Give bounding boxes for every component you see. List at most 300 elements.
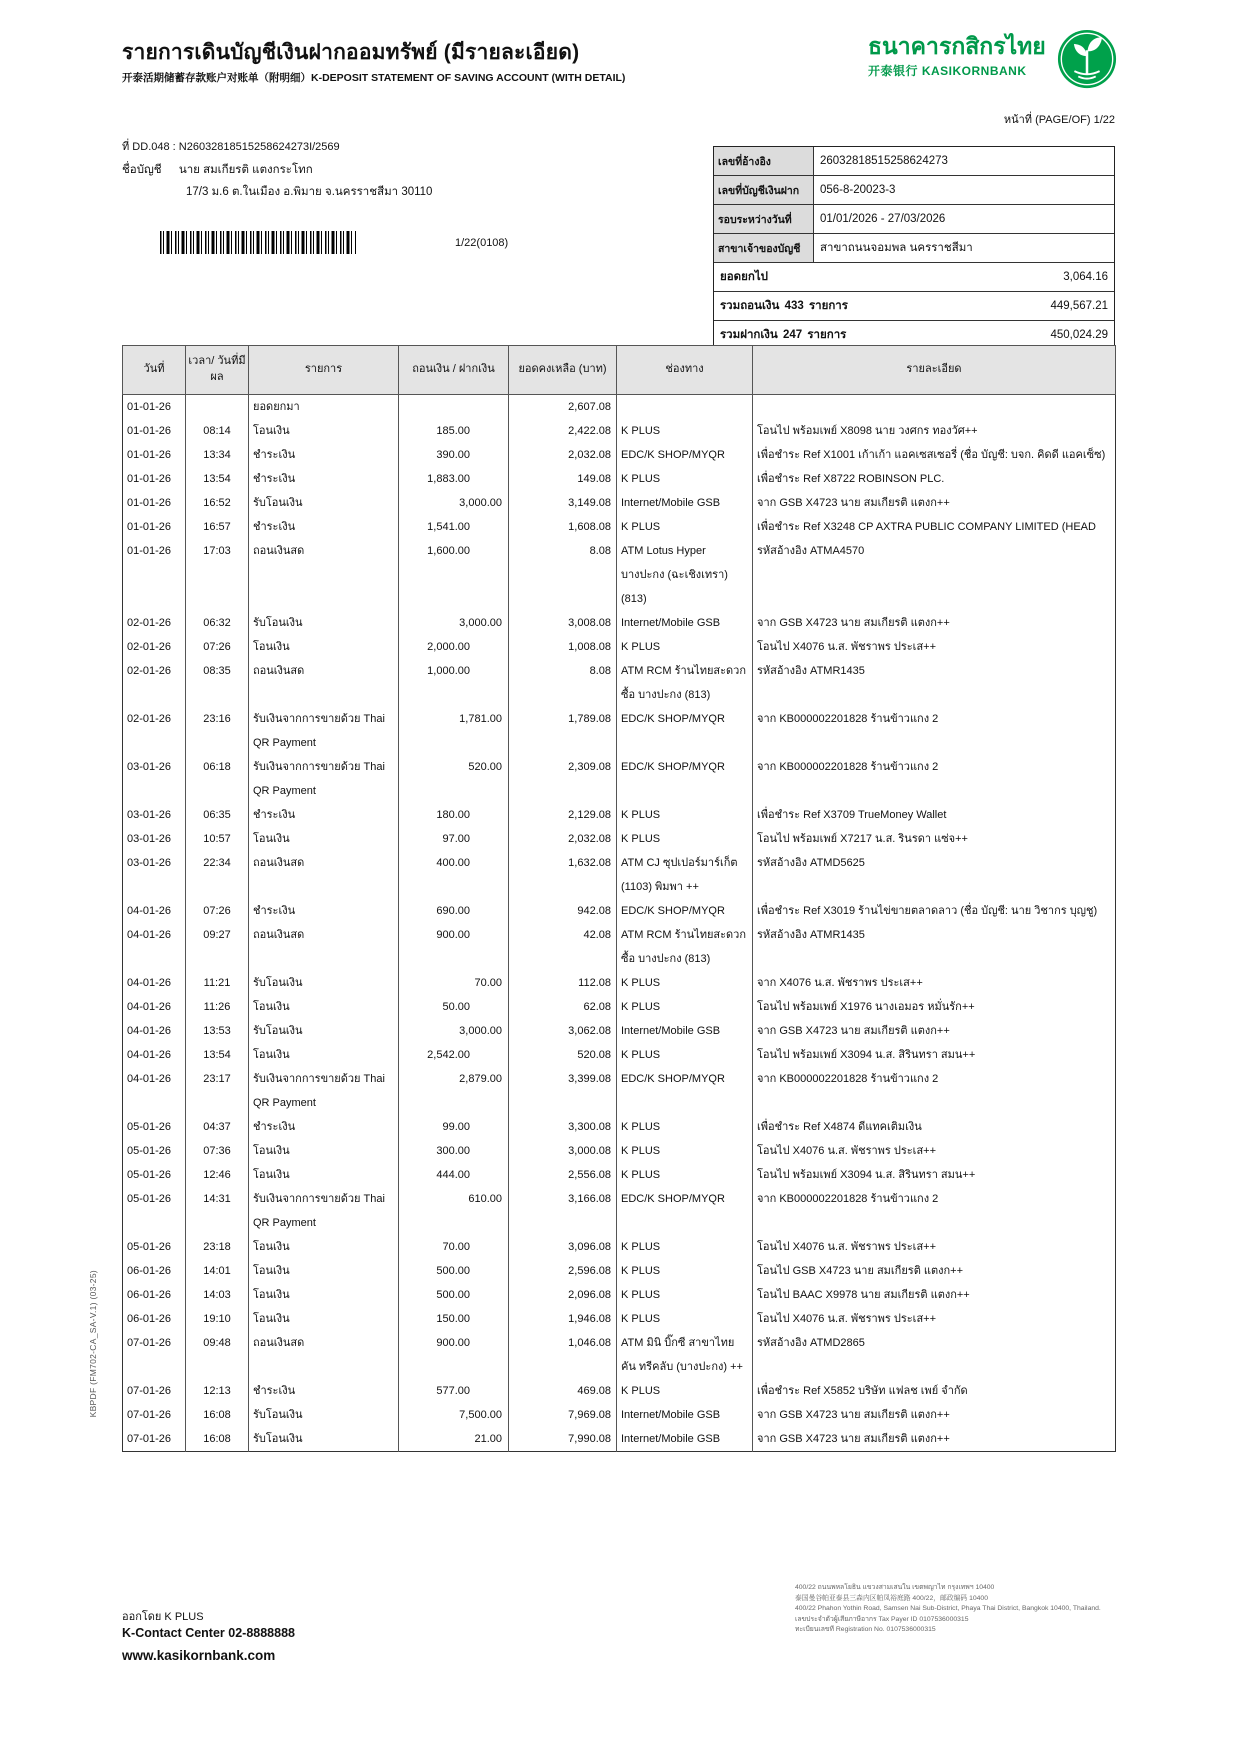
cell-detail: จาก GSB X4723 นาย สมเกียรติ แตงก++ <box>753 1019 1116 1043</box>
cell-amount: 2,542.00 <box>399 1043 509 1067</box>
cell-time: 22:34 <box>186 851 249 899</box>
cell-time: 06:32 <box>186 611 249 635</box>
cell-detail: โอนไป GSB X4723 นาย สมเกียรติ แตงก++ <box>753 1259 1116 1283</box>
barcode <box>160 231 356 254</box>
cell-time: 13:54 <box>186 467 249 491</box>
cell-balance: 62.08 <box>509 995 617 1019</box>
cell-time: 14:03 <box>186 1283 249 1307</box>
cell-amount: 500.00 <box>399 1283 509 1307</box>
cell-detail: จาก GSB X4723 นาย สมเกียรติ แตงก++ <box>753 1403 1116 1427</box>
cell-channel: ATM RCM ร้านไทยสะดวก ซื้อ บางปะกง (813) <box>617 923 753 971</box>
table-row <box>123 1235 1116 1259</box>
header-date: วันที่ <box>123 346 186 395</box>
cell-detail: จาก KB000002201828 ร้านข้าวแกง 2 <box>753 1067 1116 1115</box>
cell-detail: จาก GSB X4723 นาย สมเกียรติ แตงก++ <box>753 1427 1116 1452</box>
cell-balance: 2,607.08 <box>509 394 617 419</box>
cell-channel: K PLUS <box>617 1379 753 1403</box>
cell-item: ชำระเงิน <box>249 515 399 539</box>
table-row <box>123 1187 1116 1235</box>
cell-amount: 21.00 <box>399 1427 509 1452</box>
cell-detail: เพื่อชำระ Ref X1001 เก้าเก้า แอคเซสเซอรี่ (ชื่อ บัญชี: บจก. คิดดี แอคเซ็ซ) <box>753 443 1116 467</box>
cell-time: 17:03 <box>186 539 249 611</box>
cell-date: 07-01-26 <box>127 1408 172 1421</box>
table-row <box>123 707 1116 755</box>
table-row <box>123 923 1116 971</box>
table-row <box>123 899 1116 923</box>
info-row-value: 056-8-20023-3 <box>820 184 896 196</box>
cell-item: ชำระเงิน <box>249 1115 399 1139</box>
cell-date: 01-01-26 <box>127 520 172 533</box>
cell-channel: K PLUS <box>617 1259 753 1283</box>
cell-detail <box>753 394 1116 419</box>
cell-detail: รหัสอ้างอิง ATMD2865 <box>753 1331 1116 1379</box>
table-row <box>123 1379 1116 1403</box>
summary-row-label: รวมถอนเงิน 433 รายการ <box>720 300 848 312</box>
cell-amount: 185.00 <box>399 419 509 443</box>
cell-item: ถอนเงินสด <box>249 539 399 611</box>
cell-balance: 469.08 <box>509 1379 617 1403</box>
page-number-label: หน้าที่ (PAGE/OF) <box>1003 114 1091 126</box>
cell-date: 01-01-26 <box>127 448 172 461</box>
cell-balance: 3,399.08 <box>509 1067 617 1115</box>
cell-date: 07-01-26 <box>127 1384 172 1397</box>
table-row <box>123 1283 1116 1307</box>
cell-item: ถอนเงินสด <box>249 851 399 899</box>
account-holder <box>122 161 313 179</box>
table-row <box>123 1115 1116 1139</box>
cell-detail: โอนไป X4076 น.ส. พัชราพร ประเส++ <box>753 1235 1116 1259</box>
cell-balance: 7,969.08 <box>509 1403 617 1427</box>
bank-address-line: เลขประจำตัวผู้เสียภาษีอากร Tax Payer ID 0107536000315 <box>795 1615 969 1623</box>
cell-detail: โอนไป พร้อมเพย์ X7217 น.ส. รินรดา แซ่จ++ <box>753 827 1116 851</box>
cell-detail: โอนไป พร้อมเพย์ X8098 นาย วงศกร ทองวัศ++ <box>753 419 1116 443</box>
table-row <box>123 1163 1116 1187</box>
bank-name-thai: ธนาคารกสิกรไทย <box>868 33 1046 59</box>
cell-amount: 390.00 <box>399 443 509 467</box>
cell-channel: K PLUS <box>617 803 753 827</box>
table-row <box>123 1259 1116 1283</box>
cell-time: 09:27 <box>186 923 249 971</box>
info-row <box>714 234 1114 263</box>
cell-channel: K PLUS <box>617 1043 753 1067</box>
cell-item: โอนเงิน <box>249 1139 399 1163</box>
cell-date: 01-01-26 <box>127 472 172 485</box>
cell-detail: เพื่อชำระ Ref X3248 CP AXTRA PUBLIC COMPANY LIMITED (HEAD <box>753 515 1116 539</box>
cell-item: ถอนเงินสด <box>249 659 399 707</box>
cell-balance: 2,309.08 <box>509 755 617 803</box>
cell-channel: K PLUS <box>617 635 753 659</box>
cell-item: โอนเงิน <box>249 995 399 1019</box>
cell-balance: 2,096.08 <box>509 1283 617 1307</box>
cell-date: 05-01-26 <box>127 1192 172 1205</box>
cell-balance: 2,422.08 <box>509 419 617 443</box>
cell-amount: 70.00 <box>399 1235 509 1259</box>
cell-amount: 900.00 <box>399 1331 509 1379</box>
cell-amount: 7,500.00 <box>399 1403 509 1427</box>
cell-amount: 2,879.00 <box>399 1067 509 1115</box>
header-balance: ยอดคงเหลือ (บาท) <box>509 346 617 395</box>
cell-channel: K PLUS <box>617 1139 753 1163</box>
cell-time: 16:08 <box>186 1403 249 1427</box>
cell-channel: K PLUS <box>617 827 753 851</box>
cell-amount: 3,000.00 <box>399 611 509 635</box>
cell-date: 04-01-26 <box>127 1000 172 1013</box>
table-row <box>123 659 1116 707</box>
cell-amount: 900.00 <box>399 923 509 971</box>
table-row <box>123 539 1116 611</box>
cell-channel: Internet/Mobile GSB <box>617 1403 753 1427</box>
cell-balance: 1,632.08 <box>509 851 617 899</box>
cell-balance: 2,032.08 <box>509 443 617 467</box>
cell-item: ถอนเงินสด <box>249 1331 399 1379</box>
cell-amount: 3,000.00 <box>399 491 509 515</box>
table-row <box>123 1307 1116 1331</box>
cell-detail: โอนไป X4076 น.ส. พัชราพร ประเส++ <box>753 1307 1116 1331</box>
cell-detail: เพื่อชำระ Ref X3019 ร้านไข่ขายตลาดลาว (ชื่อ บัญชี: นาย วิชากร บุญชู) <box>753 899 1116 923</box>
summary-row-label: รวมฝากเงิน 247 รายการ <box>720 329 847 341</box>
cell-balance: 3,062.08 <box>509 1019 617 1043</box>
account-info-box <box>713 146 1115 351</box>
cell-date: 01-01-26 <box>127 544 172 557</box>
cell-channel: K PLUS <box>617 1163 753 1187</box>
cell-amount: 180.00 <box>399 803 509 827</box>
cell-balance: 3,008.08 <box>509 611 617 635</box>
cell-detail: โอนไป พร้อมเพย์ X3094 น.ส. สิรินทรา สมน++ <box>753 1163 1116 1187</box>
summary-row-label: ยอดยกไป <box>720 271 768 283</box>
cell-channel: K PLUS <box>617 419 753 443</box>
cell-detail: จาก GSB X4723 นาย สมเกียรติ แตงก++ <box>753 491 1116 515</box>
bank-name-english: 开泰银行 KASIKORNBANK <box>868 64 1027 79</box>
cell-balance: 520.08 <box>509 1043 617 1067</box>
cell-item: รับโอนเงิน <box>249 1427 399 1452</box>
cell-time: 09:48 <box>186 1331 249 1379</box>
kasikornbank-logo-icon <box>1056 28 1118 95</box>
cell-date: 01-01-26 <box>127 496 172 509</box>
cell-amount: 1,541.00 <box>399 515 509 539</box>
cell-time: 16:08 <box>186 1427 249 1452</box>
table-row <box>123 635 1116 659</box>
table-row <box>123 394 1116 419</box>
cell-item: ชำระเงิน <box>249 803 399 827</box>
summary-row-value: 450,024.29 <box>1050 329 1108 341</box>
cell-channel <box>617 394 753 419</box>
cell-amount: 3,000.00 <box>399 1019 509 1043</box>
contact-center: K-Contact Center 02-8888888 <box>122 1626 295 1640</box>
cell-time: 04:37 <box>186 1115 249 1139</box>
cell-detail: เพื่อชำระ Ref X3709 TrueMoney Wallet <box>753 803 1116 827</box>
cell-item: โอนเงิน <box>249 1307 399 1331</box>
cell-amount: 2,000.00 <box>399 635 509 659</box>
cell-date: 03-01-26 <box>127 808 172 821</box>
cell-time: 14:31 <box>186 1187 249 1235</box>
cell-date: 04-01-26 <box>127 1048 172 1061</box>
cell-item: โอนเงิน <box>249 635 399 659</box>
cell-item: ชำระเงิน <box>249 467 399 491</box>
info-row-label: เลขที่บัญชีเงินฝาก <box>714 176 814 204</box>
cell-channel: K PLUS <box>617 971 753 995</box>
cell-amount: 400.00 <box>399 851 509 899</box>
cell-amount: 97.00 <box>399 827 509 851</box>
cell-item: รับโอนเงิน <box>249 1403 399 1427</box>
cell-balance: 2,556.08 <box>509 1163 617 1187</box>
cell-date: 02-01-26 <box>127 616 172 629</box>
cell-detail: โอนไป X4076 น.ส. พัชราพร ประเส++ <box>753 1139 1116 1163</box>
header-item: รายการ <box>249 346 399 395</box>
cell-item: รับเงินจากการขายด้วย Thai QR Payment <box>249 707 399 755</box>
cell-date: 06-01-26 <box>127 1264 172 1277</box>
transaction-table <box>122 345 1116 1452</box>
cell-date: 06-01-26 <box>127 1312 172 1325</box>
cell-time: 23:16 <box>186 707 249 755</box>
cell-detail: จาก X4076 น.ส. พัชราพร ประเส++ <box>753 971 1116 995</box>
table-row <box>123 419 1116 443</box>
document-number: ที่ DD.048 : N26032818515258624273I/2569 <box>122 141 340 153</box>
cell-channel: ATM CJ ซุปเปอร์มาร์เก็ต (1103) พิมพา ++ <box>617 851 753 899</box>
account-address: 17/3 ม.6 ต.ในเมือง อ.พิมาย จ.นครราชสีมา 30110 <box>186 186 433 198</box>
cell-channel: K PLUS <box>617 995 753 1019</box>
cell-date: 02-01-26 <box>127 640 172 653</box>
cell-date: 03-01-26 <box>127 760 172 773</box>
table-row <box>123 971 1116 995</box>
cell-item: ชำระเงิน <box>249 899 399 923</box>
cell-channel: K PLUS <box>617 515 753 539</box>
cell-time: 16:52 <box>186 491 249 515</box>
cell-channel: ATM มินิ บิ๊กซี สาขาไทยคัน ทรีคลับ (บางปะกง) ++ <box>617 1331 753 1379</box>
cell-time: 13:53 <box>186 1019 249 1043</box>
cell-item: โอนเงิน <box>249 1235 399 1259</box>
bank-name <box>868 28 1046 79</box>
cell-item: รับโอนเงิน <box>249 611 399 635</box>
cell-channel: EDC/K SHOP/MYQR <box>617 443 753 467</box>
table-row <box>123 1331 1116 1379</box>
cell-item: รับโอนเงิน <box>249 1019 399 1043</box>
cell-date: 01-01-26 <box>127 424 172 437</box>
cell-date: 01-01-26 <box>127 400 172 413</box>
cell-detail: โอนไป BAAC X9978 นาย สมเกียรติ แตงก++ <box>753 1283 1116 1307</box>
cell-detail: รหัสอ้างอิง ATMD5625 <box>753 851 1116 899</box>
cell-balance: 3,000.08 <box>509 1139 617 1163</box>
cell-amount: 610.00 <box>399 1187 509 1235</box>
cell-amount: 500.00 <box>399 1259 509 1283</box>
cell-amount: 70.00 <box>399 971 509 995</box>
cell-detail: จาก KB000002201828 ร้านข้าวแกง 2 <box>753 1187 1116 1235</box>
cell-time: 23:18 <box>186 1235 249 1259</box>
table-row <box>123 995 1116 1019</box>
summary-row-value: 3,064.16 <box>1063 271 1108 283</box>
cell-channel: Internet/Mobile GSB <box>617 1427 753 1452</box>
website-link[interactable]: www.kasikornbank.com <box>122 1648 276 1663</box>
cell-balance: 42.08 <box>509 923 617 971</box>
cell-channel: ATM Lotus Hyper บางปะกง (ฉะเชิงเทรา) (813) <box>617 539 753 611</box>
table-row <box>123 467 1116 491</box>
cell-time: 11:21 <box>186 971 249 995</box>
cell-channel: Internet/Mobile GSB <box>617 611 753 635</box>
bank-address-line: ทะเบียนเลขที่ Registration No. 0107536000315 <box>795 1626 936 1634</box>
cell-time: 06:18 <box>186 755 249 803</box>
cell-amount: 444.00 <box>399 1163 509 1187</box>
cell-date: 04-01-26 <box>127 904 172 917</box>
header-detail: รายละเอียด <box>753 346 1116 395</box>
page-subtitle: 开泰活期储蓄存款账户对账单（附明细）K-DEPOSIT STATEMENT OF SAVING ACCOUNT (WITH DETAIL) <box>122 72 626 84</box>
cell-amount: 577.00 <box>399 1379 509 1403</box>
cell-channel: Internet/Mobile GSB <box>617 491 753 515</box>
table-row <box>123 1019 1116 1043</box>
cell-balance: 942.08 <box>509 899 617 923</box>
info-row-value: 01/01/2026 - 27/03/2026 <box>820 213 946 225</box>
cell-balance: 112.08 <box>509 971 617 995</box>
cell-item: โอนเงิน <box>249 419 399 443</box>
page-number-value: 1/22 <box>1093 114 1115 126</box>
cell-channel: K PLUS <box>617 1115 753 1139</box>
cell-item: รับโอนเงิน <box>249 491 399 515</box>
cell-balance: 1,046.08 <box>509 1331 617 1379</box>
summary-row-value: 449,567.21 <box>1050 300 1108 312</box>
cell-balance: 2,596.08 <box>509 1259 617 1283</box>
cell-item: รับเงินจากการขายด้วย Thai QR Payment <box>249 755 399 803</box>
table-row <box>123 1403 1116 1427</box>
table-row <box>123 491 1116 515</box>
cell-date: 05-01-26 <box>127 1144 172 1157</box>
cell-date: 02-01-26 <box>127 712 172 725</box>
cell-time: 08:14 <box>186 419 249 443</box>
summary-row <box>714 292 1114 321</box>
cell-channel: K PLUS <box>617 1307 753 1331</box>
cell-date: 04-01-26 <box>127 928 172 941</box>
info-row <box>714 176 1114 205</box>
cell-date: 07-01-26 <box>127 1336 172 1349</box>
cell-balance: 7,990.08 <box>509 1427 617 1452</box>
cell-date: 04-01-26 <box>127 1072 172 1085</box>
cell-time: 07:26 <box>186 899 249 923</box>
info-row-value: 26032818515258624273 <box>820 155 948 167</box>
cell-item: ชำระเงิน <box>249 443 399 467</box>
table-row <box>123 1067 1116 1115</box>
table-row <box>123 1427 1116 1452</box>
cell-item: ยอดยกมา <box>249 394 399 419</box>
barcode-caption: 1/22(0108) <box>455 237 509 249</box>
cell-time: 06:35 <box>186 803 249 827</box>
cell-detail: รหัสอ้างอิง ATMR1435 <box>753 923 1116 971</box>
cell-amount: 690.00 <box>399 899 509 923</box>
cell-date: 05-01-26 <box>127 1240 172 1253</box>
cell-amount: 99.00 <box>399 1115 509 1139</box>
cell-balance: 1,008.08 <box>509 635 617 659</box>
cell-date: 03-01-26 <box>127 832 172 845</box>
cell-item: รับเงินจากการขายด้วย Thai QR Payment <box>249 1067 399 1115</box>
cell-amount: 150.00 <box>399 1307 509 1331</box>
cell-date: 07-01-26 <box>127 1432 172 1445</box>
cell-time: 07:36 <box>186 1139 249 1163</box>
account-name-value: นาย สมเกียรติ แตงกระโทก <box>178 164 313 176</box>
cell-balance: 3,096.08 <box>509 1235 617 1259</box>
cell-date: 03-01-26 <box>127 856 172 869</box>
cell-amount: 1,883.00 <box>399 467 509 491</box>
cell-detail: รหัสอ้างอิง ATMA4570 <box>753 539 1116 611</box>
cell-time: 11:26 <box>186 995 249 1019</box>
cell-time: 10:57 <box>186 827 249 851</box>
info-row-label: เลขที่อ้างอิง <box>714 147 814 175</box>
cell-balance: 1,946.08 <box>509 1307 617 1331</box>
bank-address-line: 泰国曼谷帕亚泰县三森内区帕凤裕庭路 400/22，邮政编码 10400 <box>795 1594 988 1602</box>
cell-balance: 3,166.08 <box>509 1187 617 1235</box>
info-row <box>714 205 1114 234</box>
cell-item: ชำระเงิน <box>249 1379 399 1403</box>
cell-date: 05-01-26 <box>127 1168 172 1181</box>
cell-channel: EDC/K SHOP/MYQR <box>617 707 753 755</box>
cell-item: โอนเงิน <box>249 827 399 851</box>
table-row <box>123 803 1116 827</box>
summary-row <box>714 263 1114 292</box>
info-row-value: สาขาถนนจอมพล นครราชสีมา <box>820 242 973 254</box>
table-row <box>123 515 1116 539</box>
cell-item: รับโอนเงิน <box>249 971 399 995</box>
cell-amount: 1,600.00 <box>399 539 509 611</box>
cell-time: 12:46 <box>186 1163 249 1187</box>
cell-date: 04-01-26 <box>127 1024 172 1037</box>
cell-date: 04-01-26 <box>127 976 172 989</box>
table-row <box>123 443 1116 467</box>
header-time: เวลา/ วันที่มีผล <box>186 346 249 395</box>
cell-channel: EDC/K SHOP/MYQR <box>617 755 753 803</box>
cell-item: รับเงินจากการขายด้วย Thai QR Payment <box>249 1187 399 1235</box>
cell-item: โอนเงิน <box>249 1043 399 1067</box>
info-row <box>714 147 1114 176</box>
account-name-label: ชื่อบัญชี <box>122 164 162 176</box>
cell-amount: 1,000.00 <box>399 659 509 707</box>
table-header-row <box>123 346 1116 395</box>
cell-detail: โอนไป X4076 น.ส. พัชราพร ประเส++ <box>753 635 1116 659</box>
cell-detail: จาก KB000002201828 ร้านข้าวแกง 2 <box>753 707 1116 755</box>
header-channel: ช่องทาง <box>617 346 753 395</box>
cell-item: ถอนเงินสด <box>249 923 399 971</box>
cell-date: 05-01-26 <box>127 1120 172 1133</box>
cell-detail: จาก KB000002201828 ร้านข้าวแกง 2 <box>753 755 1116 803</box>
cell-balance: 1,789.08 <box>509 707 617 755</box>
cell-balance: 2,032.08 <box>509 827 617 851</box>
cell-amount <box>399 394 509 419</box>
cell-detail: รหัสอ้างอิง ATMR1435 <box>753 659 1116 707</box>
cell-time: 12:13 <box>186 1379 249 1403</box>
cell-detail: เพื่อชำระ Ref X4874 ดีแทคเติมเงิน <box>753 1115 1116 1139</box>
cell-detail: โอนไป พร้อมเพย์ X3094 น.ส. สิรินทรา สมน++ <box>753 1043 1116 1067</box>
cell-amount: 1,781.00 <box>399 707 509 755</box>
cell-time: 13:34 <box>186 443 249 467</box>
page-title: รายการเดินบัญชีเงินฝากออมทรัพย์ (มีรายละเอียด) <box>122 41 580 64</box>
bank-address-line: 400/22 ถนนพหลโยธิน แขวงสามเสนใน เขตพญาไท กรุงเทพฯ 10400 <box>795 1584 995 1591</box>
cell-channel: K PLUS <box>617 1235 753 1259</box>
cell-date: 06-01-26 <box>127 1288 172 1301</box>
cell-amount: 50.00 <box>399 995 509 1019</box>
cell-date: 02-01-26 <box>127 664 172 677</box>
table-row <box>123 851 1116 899</box>
cell-channel: K PLUS <box>617 1283 753 1307</box>
bank-brand <box>868 28 1118 95</box>
issued-by: ออกโดย K PLUS <box>122 1611 204 1623</box>
cell-amount: 300.00 <box>399 1139 509 1163</box>
bank-address-line: 400/22 Phahon Yothin Road, Samsen Nai Sub-District, Phaya Thai District, Bangkok 10400, Thailand. <box>795 1605 1101 1613</box>
cell-item: โอนเงิน <box>249 1163 399 1187</box>
cell-channel: EDC/K SHOP/MYQR <box>617 899 753 923</box>
header-amount: ถอนเงิน / ฝากเงิน <box>399 346 509 395</box>
cell-time: 19:10 <box>186 1307 249 1331</box>
cell-balance: 149.08 <box>509 467 617 491</box>
cell-channel: EDC/K SHOP/MYQR <box>617 1067 753 1115</box>
info-row-label: สาขาเจ้าของบัญชี <box>714 234 814 262</box>
cell-item: โอนเงิน <box>249 1259 399 1283</box>
cell-balance: 2,129.08 <box>509 803 617 827</box>
cell-detail: เพื่อชำระ Ref X8722 ROBINSON PLC. <box>753 467 1116 491</box>
table-row <box>123 1139 1116 1163</box>
